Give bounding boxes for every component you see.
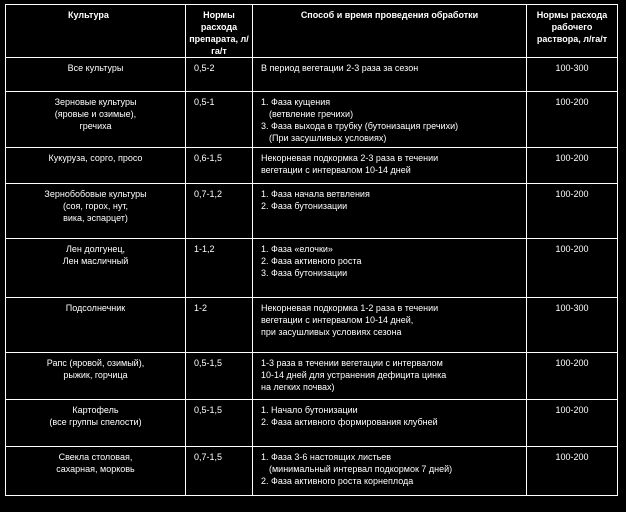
header-solution-rate: Нормы расхода рабочего раствора, л/га/т — [527, 5, 618, 58]
method-line: 2. Фаза активного роста — [261, 256, 362, 266]
rate-cell: 100-200 — [527, 92, 618, 148]
culture-line: сахарная, морковь — [56, 464, 135, 474]
method-line: вегетации с интервалом 10-14 дней — [261, 165, 411, 175]
culture-cell — [6, 58, 186, 92]
method-cell — [253, 239, 527, 298]
culture-line: Картофель — [72, 405, 119, 415]
method-line: 1. Начало бутонизации — [261, 405, 358, 415]
method-line: 10-14 дней для устранения дефицита цинка — [261, 370, 447, 380]
table-row — [6, 400, 618, 447]
header-row — [6, 5, 618, 58]
culture-line: (все группы спелости) — [49, 417, 142, 427]
method-line: (минимальный интервал подкормок 7 дней) — [269, 464, 453, 474]
culture-cell — [6, 353, 186, 400]
rate-cell: 100-300 — [527, 58, 618, 92]
rate-cell: 100-200 — [527, 148, 618, 184]
rate-cell: 100-200 — [527, 353, 618, 400]
culture-line: Все культуры — [67, 63, 124, 73]
method-line: 1. Фаза начала ветвления — [261, 189, 370, 199]
table-row — [6, 58, 618, 92]
rate-cell: 100-200 — [527, 400, 618, 447]
method-line: вегетации с интервалом 10-14 дней, — [261, 315, 414, 325]
method-line: 2. Фаза активного формирования клубней — [261, 417, 438, 427]
method-line: В период вегетации 2-3 раза за сезон — [261, 63, 419, 73]
header-dose: Нормы расхода препарата, л/га/т — [186, 5, 253, 58]
table-row — [6, 298, 618, 353]
application-rates-table — [5, 4, 618, 496]
method-cell — [253, 148, 527, 184]
table-row — [6, 148, 618, 184]
dose-cell: 0,7-1,2 — [186, 184, 253, 239]
culture-cell — [6, 184, 186, 239]
rate-cell: 100-200 — [527, 447, 618, 496]
header-method: Способ и время проведения обработки — [253, 5, 527, 58]
method-cell — [253, 298, 527, 353]
table-row — [6, 447, 618, 496]
dose-cell: 0,6-1,5 — [186, 148, 253, 184]
culture-line: (соя, горох, нут, — [62, 201, 129, 211]
header-culture: Культура — [6, 5, 186, 58]
culture-cell — [6, 298, 186, 353]
dose-cell: 1-1,2 — [186, 239, 253, 298]
method-line: 2. Фаза бутонизации — [261, 201, 348, 211]
dose-cell: 0,5-1 — [186, 92, 253, 148]
culture-cell — [6, 400, 186, 447]
culture-line: Свекла столовая, — [58, 452, 133, 462]
culture-line: Зерновые культуры — [54, 97, 137, 107]
culture-line: (яровые и озимые), — [54, 109, 137, 119]
method-cell — [253, 400, 527, 447]
rate-cell: 100-300 — [527, 298, 618, 353]
table-row — [6, 184, 618, 239]
method-line: 1. Фаза «елочки» — [261, 244, 333, 254]
table-row — [6, 239, 618, 298]
culture-line: Кукуруза, сорго, просо — [48, 153, 143, 163]
dose-cell: 0,5-2 — [186, 58, 253, 92]
culture-cell — [6, 92, 186, 148]
culture-line: Зернобобовые культуры — [44, 189, 147, 199]
rate-cell: 100-200 — [527, 239, 618, 298]
method-line: 3. Фаза выхода в трубку (бутонизация гречихи) — [261, 121, 459, 131]
method-cell — [253, 58, 527, 92]
culture-line: рыжик, горчица — [63, 370, 128, 380]
method-line: на легких почвах) — [261, 382, 335, 392]
table-row — [6, 92, 618, 148]
method-cell — [253, 353, 527, 400]
table-row — [6, 353, 618, 400]
method-line: 3. Фаза бутонизации — [261, 268, 348, 278]
method-cell — [253, 92, 527, 148]
culture-line: Рапс (яровой, озимый), — [46, 358, 145, 368]
rate-cell: 100-200 — [527, 184, 618, 239]
method-line: 1. Фаза кущения — [261, 97, 331, 107]
culture-line: гречиха — [79, 121, 112, 131]
dose-cell: 1-2 — [186, 298, 253, 353]
culture-cell — [6, 447, 186, 496]
method-line: Некорневая подкормка 2-3 раза в течении — [261, 153, 439, 163]
method-line: (При засушливых условиях) — [269, 133, 387, 143]
dose-cell: 0,5-1,5 — [186, 400, 253, 447]
culture-line: Лен масличный — [62, 256, 129, 266]
dose-cell: 0,7-1,5 — [186, 447, 253, 496]
method-cell — [253, 447, 527, 496]
method-line: Некорневая подкормка 1-2 раза в течении — [261, 303, 439, 313]
culture-line: Лен долгунец, — [65, 244, 126, 254]
method-line: 2. Фаза активного роста корнеплода — [261, 476, 414, 486]
method-cell — [253, 184, 527, 239]
culture-line: вика, эспарцет) — [63, 213, 128, 223]
method-line: 1-3 раза в течении вегетации с интервалом — [261, 358, 443, 368]
culture-cell — [6, 148, 186, 184]
method-line: (ветвление гречихи) — [269, 109, 354, 119]
dose-cell: 0,5-1,5 — [186, 353, 253, 400]
culture-line: Подсолнечник — [65, 303, 126, 313]
method-line: при засушливых условиях сезона — [261, 327, 402, 337]
culture-cell — [6, 239, 186, 298]
method-line: 1. Фаза 3-6 настоящих листьев — [261, 452, 392, 462]
